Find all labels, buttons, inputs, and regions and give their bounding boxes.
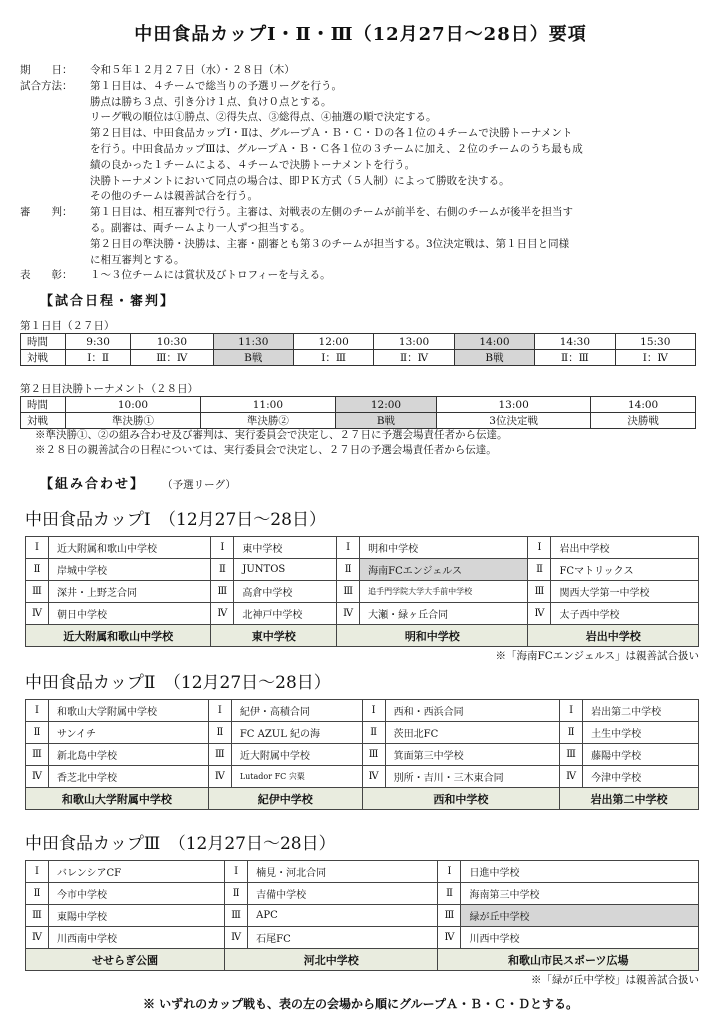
venue-row — [26, 625, 699, 647]
venue-row — [26, 949, 699, 971]
team-row — [26, 861, 699, 883]
team-row — [26, 744, 699, 766]
team-row — [26, 722, 699, 744]
rule-item — [20, 205, 710, 268]
match-cell: 準決勝① — [66, 413, 201, 429]
cup-title: 中田食品カップⅠ （12月27日〜28日） — [25, 510, 326, 530]
groups-heading: 【組み合わせ】 — [40, 477, 146, 492]
rank-cell: Ⅰ — [560, 700, 583, 722]
team-cell: 海南第三中学校 — [461, 883, 699, 905]
rank-cell: Ⅱ — [528, 559, 551, 581]
team-cell: APC — [248, 905, 438, 927]
cup2-groups-table — [25, 699, 699, 810]
rule-label: 審 判： — [20, 206, 73, 219]
team-cell: 紀伊・高積合同 — [231, 700, 362, 722]
team-cell: 海南FCエンジェルス — [360, 559, 528, 581]
rule-line: 勝点は勝ち３点、引き分け１点、負け０点とする。 — [90, 95, 332, 108]
team-cell: FC AZUL 紀の海 — [231, 722, 362, 744]
rule-line: 決勝トーナメントにおいて同点の場合は、即ＰＫ方式（５人制）によって勝敗を決する。 — [90, 174, 510, 187]
rank-cell: Ⅰ — [438, 861, 461, 883]
row-label: 時間 — [21, 397, 66, 413]
day2-schedule-table — [20, 396, 696, 429]
rank-cell: Ⅲ — [26, 905, 49, 927]
team-cell: 今津中学校 — [583, 766, 699, 788]
rank-cell: Ⅱ — [225, 883, 248, 905]
rank-cell: Ⅲ — [26, 744, 49, 766]
row-label: 時間 — [21, 334, 66, 350]
cup3-block — [25, 829, 699, 987]
team-cell: 和歌山大学附属中学校 — [49, 700, 209, 722]
row-label: 対戦 — [21, 413, 66, 429]
rank-cell: Ⅰ — [26, 537, 49, 559]
rank-cell: Ⅲ — [211, 581, 234, 603]
team-cell: サンイチ — [49, 722, 209, 744]
time-cell: 14:00 — [454, 334, 534, 350]
team-cell: 緑が丘中学校 — [461, 905, 699, 927]
team-cell: 東中学校 — [234, 537, 337, 559]
team-cell: 岩出中学校 — [551, 537, 699, 559]
team-cell: 香芝北中学校 — [49, 766, 209, 788]
venue-cell: 紀伊中学校 — [208, 788, 362, 810]
rank-cell: Ⅱ — [560, 722, 583, 744]
match-row — [21, 413, 696, 429]
rank-cell: Ⅲ — [337, 581, 360, 603]
rule-line: リーグ戦の順位は①勝点、②得失点、③総得点、④抽選の順で決定する。 — [90, 111, 437, 124]
team-cell: 朝日中学校 — [49, 603, 211, 625]
team-cell: 深井・上野芝合同 — [49, 581, 211, 603]
schedule-heading: 【試合日程・審判】 — [40, 294, 176, 309]
rule-line: 第２日目は、中田食品カップⅠ・Ⅱは、グループＡ・Ｂ・Ｃ・Ｄの各１位の４チームで決勝トーナメント — [90, 127, 573, 140]
time-cell: 10:00 — [66, 397, 201, 413]
rule-item — [20, 63, 710, 79]
cup1-block — [25, 505, 699, 663]
rank-cell: Ⅰ — [362, 700, 385, 722]
day1-label: 第１日目（２７日） — [20, 320, 115, 332]
time-cell: 11:30 — [213, 334, 293, 350]
rule-line: １〜３位チームには賞状及びトロフィーを与える。 — [90, 269, 331, 282]
cup-note: ※「海南FCエンジェルス」は親善試合扱い — [495, 650, 699, 662]
rank-cell: Ⅱ — [362, 722, 385, 744]
time-cell: 13:00 — [437, 397, 591, 413]
rule-line: 第２日目の準決勝・決勝は、主審・副審とも第３のチームが担当する。3位決定戦は、第１日目と同様 — [90, 237, 570, 250]
team-cell: 土生中学校 — [583, 722, 699, 744]
cup3-groups-table — [25, 860, 699, 971]
rule-label: 期 日： — [20, 64, 73, 76]
rule-item — [20, 79, 710, 205]
team-row — [26, 905, 699, 927]
team-row — [26, 883, 699, 905]
team-cell: 西和・西浜合同 — [385, 700, 560, 722]
rule-line: る。副審は、両チームより一人ずつ担当する。 — [90, 221, 311, 234]
rank-cell: Ⅱ — [211, 559, 234, 581]
team-cell: 近大附属中学校 — [231, 744, 362, 766]
rank-cell: Ⅲ — [438, 905, 461, 927]
rank-cell: Ⅳ — [26, 766, 49, 788]
venue-cell: 近大附属和歌山中学校 — [26, 625, 211, 647]
rank-cell: Ⅲ — [528, 581, 551, 603]
time-cell: 12:00 — [335, 397, 436, 413]
rank-cell: Ⅰ — [225, 861, 248, 883]
rule-line: を行う。中田食品カップⅢは、グループＡ・Ｂ・Ｃ各１位の３チームに加え、２位のチームのうち最も成 — [90, 142, 583, 155]
page-title: 中田食品カップⅠ・Ⅱ・Ⅲ（12月27日〜28日）要項 — [134, 24, 587, 45]
rule-line: に相互審判とする。 — [90, 253, 185, 266]
match-cell: Ⅰ：Ⅱ — [66, 350, 131, 366]
match-cell: Ⅱ：Ⅳ — [374, 350, 454, 366]
rank-cell: Ⅱ — [26, 883, 49, 905]
rank-cell: Ⅱ — [337, 559, 360, 581]
rank-cell: Ⅰ — [211, 537, 234, 559]
team-row — [26, 581, 699, 603]
rule-label: 表 彰： — [20, 269, 73, 282]
rule-line: 績の良かった１チームによる、４チームで決勝トーナメントを行う。 — [90, 158, 416, 171]
team-row — [26, 537, 699, 559]
rank-cell: Ⅲ — [208, 744, 231, 766]
rank-cell: Ⅱ — [26, 722, 49, 744]
team-cell: 日進中学校 — [461, 861, 699, 883]
day2-label: 第２日目決勝トーナメント（２８日） — [20, 383, 199, 395]
rule-line: 令和５年１２月２７日（水）・２８日（木） — [90, 64, 295, 76]
rank-cell: Ⅳ — [225, 927, 248, 949]
team-cell: 川西南中学校 — [49, 927, 225, 949]
team-cell: 新北島中学校 — [49, 744, 209, 766]
groups-heading-row — [40, 473, 236, 492]
team-row — [26, 927, 699, 949]
match-cell: Ⅰ：Ⅲ — [293, 350, 373, 366]
team-row — [26, 559, 699, 581]
rule-line: その他のチームは親善試合を行う。 — [90, 190, 258, 203]
row-label: 対戦 — [21, 350, 66, 366]
team-cell: 今市中学校 — [49, 883, 225, 905]
team-cell: 茨田北FC — [385, 722, 560, 744]
team-cell: 大瀬・緑ヶ丘合同 — [360, 603, 528, 625]
cup1-groups-table — [25, 536, 699, 647]
team-cell: 石尾FC — [248, 927, 438, 949]
rules-section — [20, 63, 710, 284]
venue-cell: 明和中学校 — [337, 625, 528, 647]
team-cell: 別所・吉川・三木東合同 — [385, 766, 560, 788]
team-cell: 近大附属和歌山中学校 — [49, 537, 211, 559]
team-cell: 箕面第三中学校 — [385, 744, 560, 766]
team-cell: 太子西中学校 — [551, 603, 699, 625]
team-cell: 北神戸中学校 — [234, 603, 337, 625]
venue-cell: 西和中学校 — [362, 788, 560, 810]
rank-cell: Ⅲ — [26, 581, 49, 603]
match-cell: B戦 — [335, 413, 436, 429]
team-cell: FCマトリックス — [551, 559, 699, 581]
rule-line: 第１日目は、相互審判で行う。主審は、対戦表の左側のチームが前半を、右側のチームが後半を担当す — [90, 206, 573, 219]
time-cell: 12:00 — [293, 334, 373, 350]
match-cell: B戦 — [454, 350, 534, 366]
team-cell: 藤陽中学校 — [583, 744, 699, 766]
venue-cell: 河北中学校 — [225, 949, 438, 971]
team-cell: バレンシアCF — [49, 861, 225, 883]
team-cell: 楠見・河北合同 — [248, 861, 438, 883]
team-cell: 川西中学校 — [461, 927, 699, 949]
rank-cell: Ⅳ — [362, 766, 385, 788]
team-row — [26, 700, 699, 722]
venue-cell: せせらぎ公園 — [26, 949, 225, 971]
team-cell: 関西大学第一中学校 — [551, 581, 699, 603]
team-row — [26, 603, 699, 625]
rank-cell: Ⅳ — [438, 927, 461, 949]
match-cell: Ⅱ：Ⅲ — [535, 350, 615, 366]
cup-title: 中田食品カップⅢ （12月27日〜28日） — [25, 834, 336, 854]
day1-schedule-table — [20, 333, 696, 366]
match-cell: 3位決定戦 — [437, 413, 591, 429]
match-cell: 決勝戦 — [591, 413, 696, 429]
rank-cell: Ⅲ — [362, 744, 385, 766]
rank-cell: Ⅰ — [26, 861, 49, 883]
match-cell: Ⅰ：Ⅳ — [615, 350, 695, 366]
team-cell: 東陽中学校 — [49, 905, 225, 927]
time-cell: 13:00 — [374, 334, 454, 350]
time-cell: 15:30 — [615, 334, 695, 350]
venue-cell: 岩出中学校 — [528, 625, 699, 647]
team-row — [26, 766, 699, 788]
rule-line: 第１日目は、４チームで総当りの予選リーグを行う。 — [90, 79, 342, 92]
rank-cell: Ⅳ — [337, 603, 360, 625]
time-row — [21, 334, 696, 350]
match-row — [21, 350, 696, 366]
rank-cell: Ⅳ — [208, 766, 231, 788]
team-cell: 追手門学院大学大手前中学校 — [360, 581, 528, 603]
time-cell: 14:30 — [535, 334, 615, 350]
team-cell: 明和中学校 — [360, 537, 528, 559]
time-row — [21, 397, 696, 413]
cup-note: ※「緑が丘中学校」は親善試合扱い — [531, 974, 699, 986]
rank-cell: Ⅳ — [26, 927, 49, 949]
rank-cell: Ⅰ — [208, 700, 231, 722]
venue-row — [26, 788, 699, 810]
team-cell: 吉備中学校 — [248, 883, 438, 905]
rank-cell: Ⅲ — [560, 744, 583, 766]
match-cell: Ⅲ：Ⅳ — [131, 350, 213, 366]
rank-cell: Ⅰ — [337, 537, 360, 559]
venue-cell: 東中学校 — [211, 625, 337, 647]
rank-cell: Ⅰ — [26, 700, 49, 722]
time-cell: 9:30 — [66, 334, 131, 350]
team-cell: JUNTOS — [234, 559, 337, 581]
rule-label: 試合方法： — [20, 79, 73, 92]
groups-subheading: （予選リーグ） — [162, 479, 236, 491]
rule-item — [20, 268, 710, 284]
rank-cell: Ⅱ — [208, 722, 231, 744]
venue-cell: 岩出第二中学校 — [560, 788, 699, 810]
schedule-notes — [35, 428, 508, 458]
cup2-block — [25, 668, 699, 810]
team-cell: 岸城中学校 — [49, 559, 211, 581]
match-cell: 準決勝② — [200, 413, 335, 429]
venue-cell: 和歌山市民スポーツ広場 — [438, 949, 699, 971]
rank-cell: Ⅳ — [528, 603, 551, 625]
schedule-note: ※２８日の親善試合の日程については、実行委員会で決定し、２７日の予選会場責任者から伝達。 — [35, 444, 497, 456]
rank-cell: Ⅱ — [438, 883, 461, 905]
team-cell: 岩出第二中学校 — [583, 700, 699, 722]
rank-cell: Ⅰ — [528, 537, 551, 559]
rank-cell: Ⅳ — [211, 603, 234, 625]
schedule-note: ※準決勝①、②の組み合わせ及び審判は、実行委員会で決定し、２７日に予選会場責任者から伝達。 — [35, 429, 508, 441]
team-cell: Lutador FC 宍粟 — [231, 766, 362, 788]
team-cell: 高倉中学校 — [234, 581, 337, 603]
rank-cell: Ⅱ — [26, 559, 49, 581]
time-cell: 14:00 — [591, 397, 696, 413]
venue-cell: 和歌山大学附属中学校 — [26, 788, 209, 810]
rank-cell: Ⅲ — [225, 905, 248, 927]
time-cell: 11:00 — [200, 397, 335, 413]
cup-title: 中田食品カップⅡ （12月27日〜28日） — [25, 673, 331, 693]
match-cell: B戦 — [213, 350, 293, 366]
rank-cell: Ⅳ — [560, 766, 583, 788]
rank-cell: Ⅳ — [26, 603, 49, 625]
time-cell: 10:30 — [131, 334, 213, 350]
footer-note: ※ いずれのカップ戦も、表の左の会場から順にグループＡ・Ｂ・Ｃ・Ｄとする。 — [142, 997, 579, 1011]
